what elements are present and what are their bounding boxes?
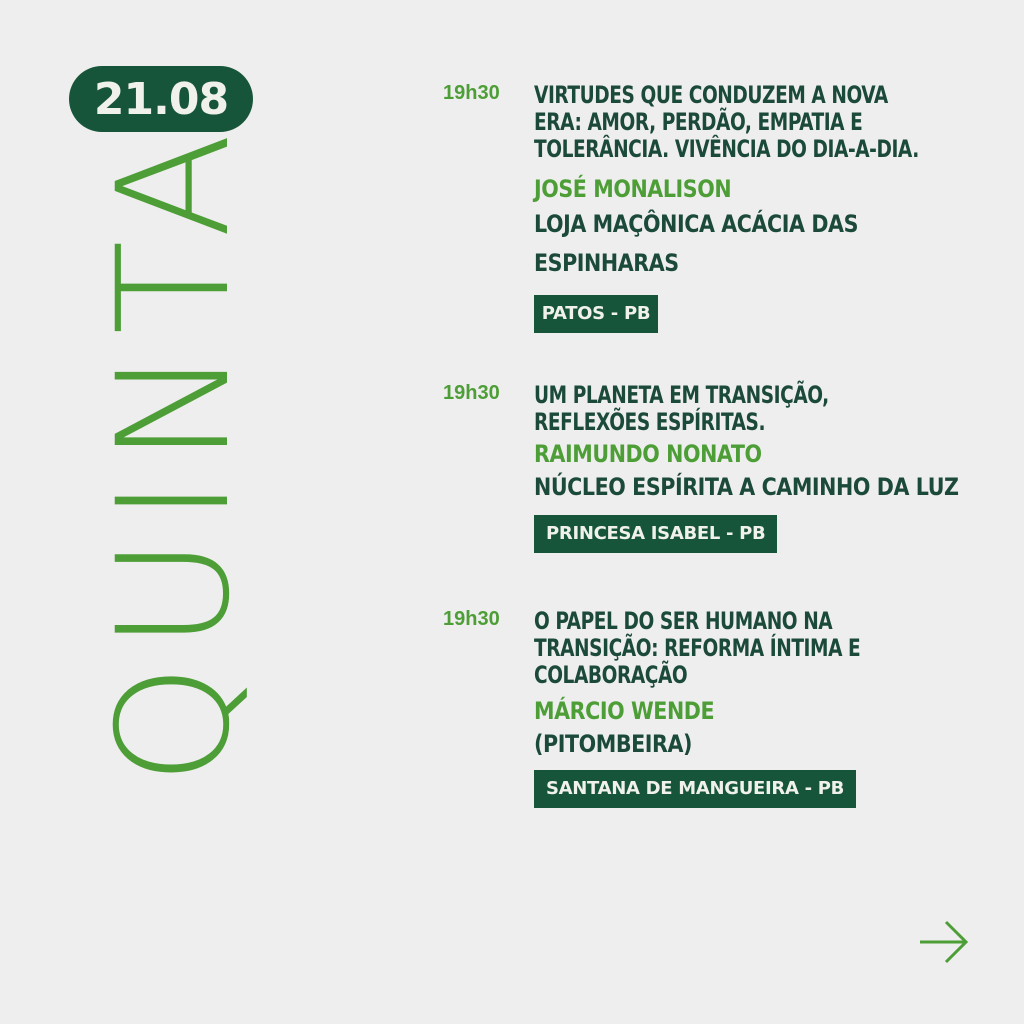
session-time: 19h30 [443,382,500,404]
session-speaker: JOSÉ MONALISON [534,175,732,203]
session-organization: LOJA MAÇÔNICA ACÁCIA DAS ESPINHARAS [534,210,859,277]
weekday-title: QUINTA [85,118,264,786]
session-time: 19h30 [443,608,500,630]
session-speaker: MÁRCIO WENDE [534,697,715,725]
location-badge: SANTANA DE MANGUEIRA - PB [534,770,856,808]
date-text: 21.08 [93,73,229,125]
location-badge: PRINCESA ISABEL - PB [534,515,777,553]
location-badge: PATOS - PB [534,295,658,333]
session-title: VIRTUDES QUE CONDUZEM A NOVA ERA: AMOR, PERDÃO, EMPATIA E TOLERÂNCIA. VIVÊNCIA DO DIA-A-DIA. [534,81,919,163]
session-time: 19h30 [443,82,500,104]
session-title: UM PLANETA EM TRANSIÇÃO, REFLEXÕES ESPÍRITAS. [534,381,829,436]
session-title: O PAPEL DO SER HUMANO NA TRANSIÇÃO: REFORMA ÍNTIMA E COLABORAÇÃO [534,607,861,689]
arrow-right-icon[interactable] [918,918,970,966]
session-organization: (PITOMBEIRA) [534,730,693,758]
session-speaker: RAIMUNDO NONATO [534,440,762,468]
session-organization: NÚCLEO ESPÍRITA A CAMINHO DA LUZ [534,473,959,501]
